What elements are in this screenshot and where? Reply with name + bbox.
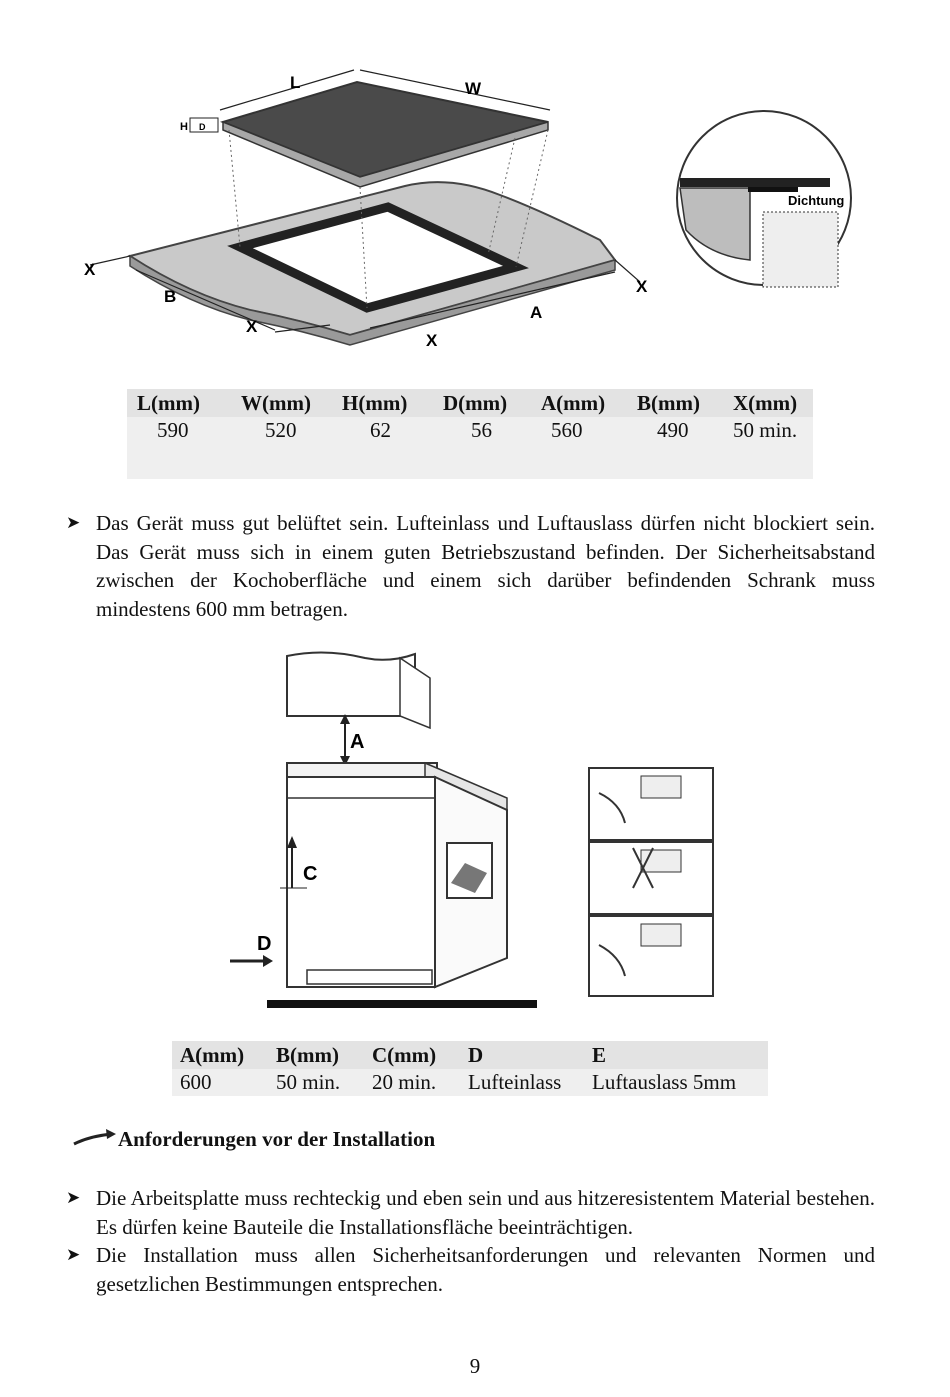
- hob-glass: [223, 82, 548, 177]
- list-item: [63, 509, 875, 623]
- label-x-left: X: [84, 260, 96, 279]
- table-cell: Luftauslass 5mm: [592, 1069, 768, 1096]
- table-header-cell: B(mm): [637, 389, 733, 417]
- table-cell: 520: [241, 417, 342, 444]
- table-header-row: [127, 389, 813, 417]
- table-header-cell: D: [468, 1041, 592, 1069]
- airflow-detail-panels: [589, 768, 713, 996]
- table-header-cell: E: [592, 1041, 768, 1069]
- table-row: [127, 417, 813, 444]
- label-x-bottom: X: [426, 331, 438, 350]
- table-row: [172, 1069, 768, 1096]
- list-item: [63, 1241, 875, 1298]
- label-dichtung: Dichtung: [788, 193, 845, 208]
- page-number: 9: [469, 1354, 481, 1378]
- cutout-diagram: [70, 60, 870, 360]
- label-h: H: [180, 121, 188, 133]
- label-b: B: [164, 287, 177, 306]
- table-header-cell: B(mm): [276, 1041, 372, 1069]
- table-header-cell: W(mm): [241, 389, 342, 417]
- list-item: [63, 1184, 875, 1241]
- seal-detail: [677, 111, 851, 287]
- table-cell: 20 min.: [372, 1069, 468, 1096]
- table-header-cell: L(mm): [127, 389, 241, 417]
- table-header-cell: H(mm): [342, 389, 443, 417]
- table-header-cell: A(mm): [172, 1041, 276, 1069]
- clearance-diagram: [225, 648, 725, 1018]
- table-cell: Lufteinlass: [468, 1069, 592, 1096]
- table-cell: 50 min.: [733, 417, 813, 444]
- dimensions-table-container: [127, 389, 813, 479]
- label-c: C: [303, 863, 318, 885]
- ventilation-bullet-block: [63, 509, 875, 623]
- label-a: A: [350, 731, 365, 753]
- section-heading: Anforderungen vor der Installation: [118, 1127, 436, 1151]
- dimensions-table: [127, 389, 813, 444]
- label-d: D: [257, 933, 272, 955]
- table-cell: 62: [342, 417, 443, 444]
- bullet-text: Die Arbeitsplatte muss rechteckig und eben sein und aus hitzeresistentem Material bestehen. Es dürfen keine Bauteile die Installationsfläche beeinträchtigen.: [96, 1186, 875, 1239]
- requirements-bullet-block: [63, 1184, 875, 1298]
- label-x-front: X: [246, 317, 258, 336]
- table-header-cell: X(mm): [733, 389, 813, 417]
- table-cell: 490: [637, 417, 733, 444]
- table-cell: 590: [127, 417, 241, 444]
- table-header-cell: D(mm): [443, 389, 541, 417]
- table-cell: 560: [541, 417, 637, 444]
- label-d: D: [199, 122, 206, 132]
- table-cell: 56: [443, 417, 541, 444]
- bullet-arrow-icon: ➤: [66, 1245, 81, 1264]
- label-x-right: X: [636, 277, 648, 296]
- section-arrow-icon: [72, 1126, 118, 1150]
- table-header-cell: C(mm): [372, 1041, 468, 1069]
- label-w: W: [465, 79, 482, 98]
- table-header-row: [172, 1041, 768, 1069]
- bullet-text: Die Installation muss allen Sicherheitsanforderungen und relevanten Normen und gesetzlichen Bestimmungen entsprechen.: [96, 1243, 875, 1296]
- table-cell: 600: [172, 1069, 276, 1096]
- label-a: A: [530, 303, 543, 322]
- bullet-text: Das Gerät muss gut belüftet sein. Lufteinlass und Luftauslass dürfen nicht blockiert sein. Das Gerät muss sich in einem guten Betriebszustand befinden. Der Sicherheitsabstand zwischen der Kochoberfläche und einem sich darüber befindenden Schrank muss mindestens 600 mm betragen.: [96, 511, 875, 621]
- clearance-table: [172, 1041, 768, 1096]
- bullet-arrow-icon: ➤: [66, 1188, 81, 1207]
- bullet-arrow-icon: ➤: [66, 513, 81, 532]
- table-header-cell: A(mm): [541, 389, 637, 417]
- table-cell: 50 min.: [276, 1069, 372, 1096]
- label-l: L: [290, 73, 301, 92]
